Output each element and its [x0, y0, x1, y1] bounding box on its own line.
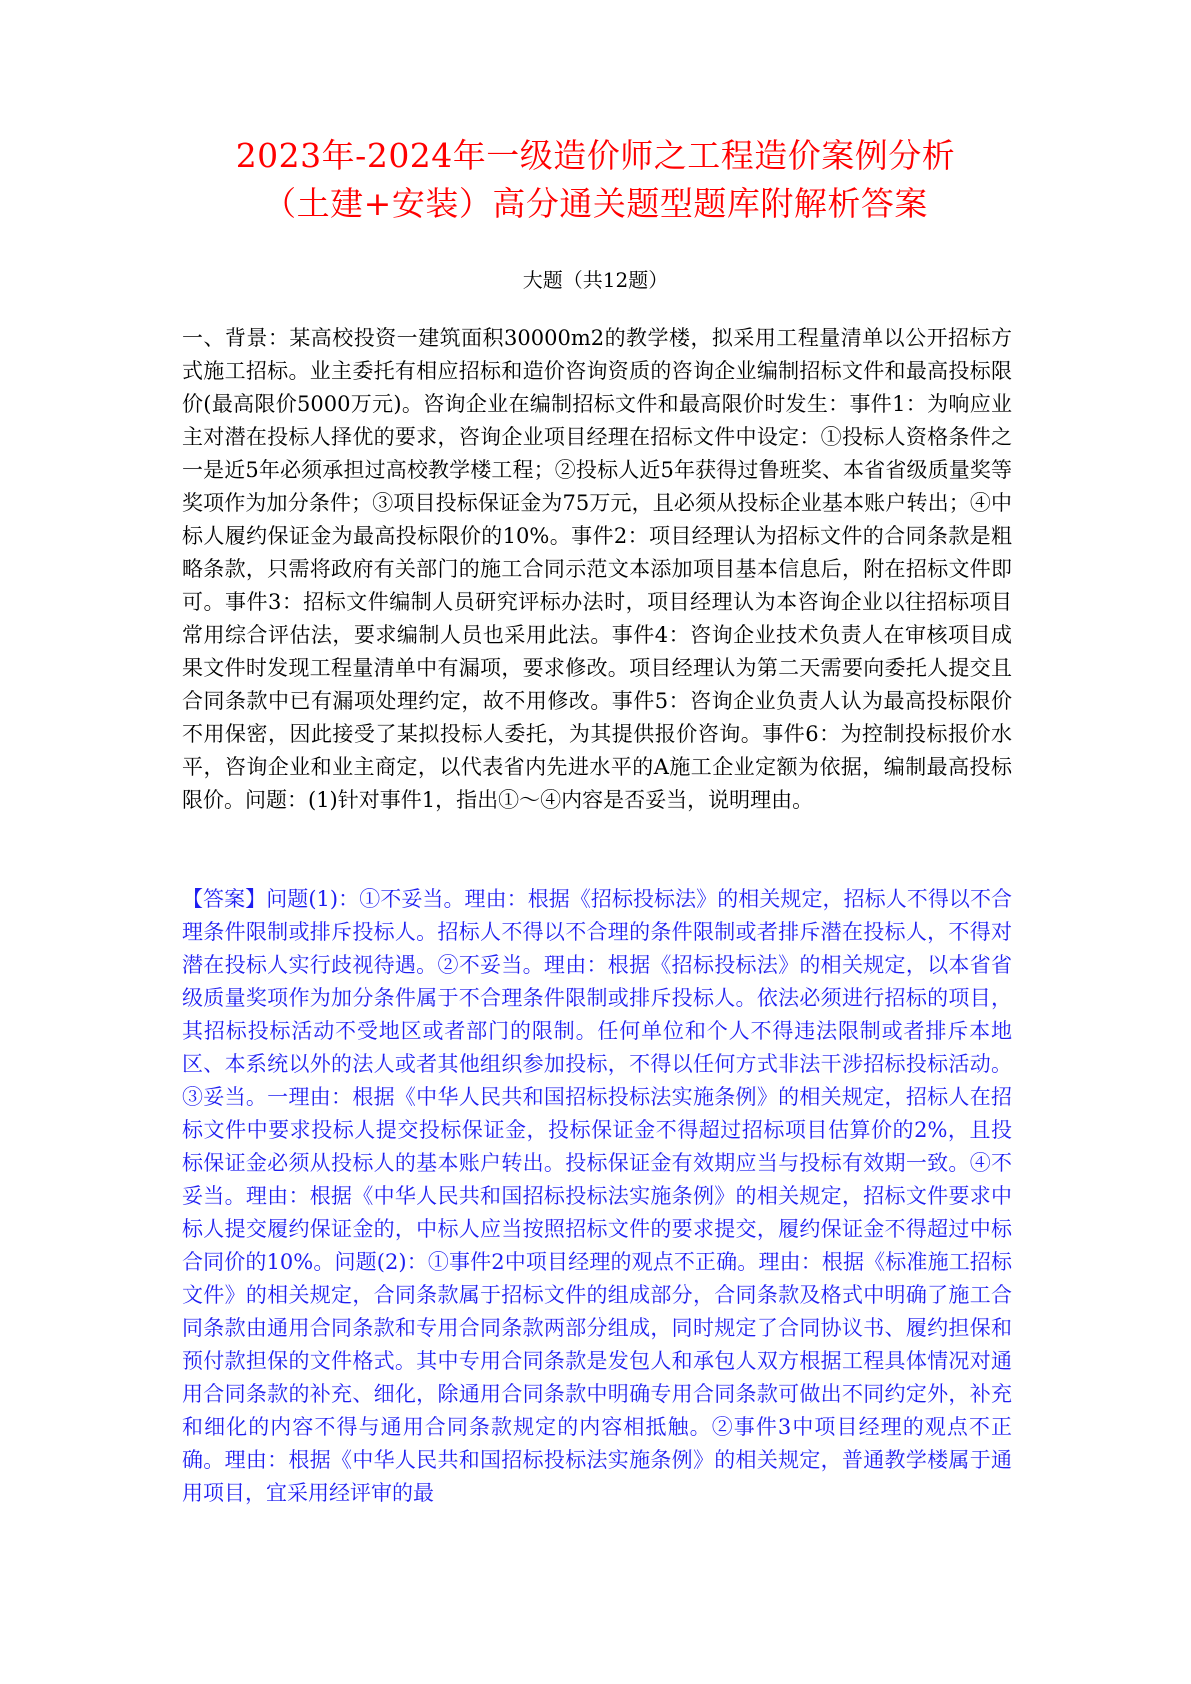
title-line-2: （土建+安装）高分通关题型题库附解析答案	[263, 184, 928, 223]
question-paragraph: 一、背景：某高校投资一建筑面积30000m2的教学楼，拟采用工程量清单以公开招标方式施工招标。业主委托有相应招标和造价咨询资质的咨询企业编制招标文件和最高投标限价(最高限价5000万元)。咨询企业在编制招标文件和最高限价时发生：事件1：为响应业主对潜在投标人择优的要求，咨询企业项目经理在招标文件中设定：①投标人资格条件之一是近5年必须承担过高校教学楼工程；②投标人近5年获得过鲁班奖、本省省级质量奖等奖项作为加分条件；③项目投标保证金为75万元，且必须从投标企业基本账户转出；④中标人履约保证金为最高投标限价的10%。事件2：项目经理认为招标文件的合同条款是粗略条款，只需将政府有关部门的施工合同示范文本添加项目基本信息后，附在招标文件即可。事件3：招标文件编制人员研究评标办法时，项目经理认为本咨询企业以往招标项目常用综合评估法，要求编制人员也采用此法。事件4：咨询企业技术负责人在审核项目成果文件时发现工程量清单中有漏项，要求修改。项目经理认为第二天需要向委托人提交且合同条款中已有漏项处理约定，故不用修改。事件5：咨询企业负责人认为最高投标限价不用保密，因此接受了某拟投标人委托，为其提供报价咨询。事件6：为控制投标报价水平，咨询企业和业主商定，以代表省内先进水平的A施工企业定额为依据，编制最高投标限价。问题：(1)针对事件1，指出①～④内容是否妥当，说明理由。	[182, 326, 1012, 812]
title-line-1: 2023年-2024年一级造价师之工程造价案例分析	[235, 136, 956, 175]
answer-tag: 【答案】	[182, 887, 267, 911]
answer-text: 问题(1)：①不妥当。理由：根据《招标投标法》的相关规定，招标人不得以不合理条件限制或排斥投标人。招标人不得以不合理的条件限制或者排斥潜在投标人，不得对潜在投标人实行歧视待遇。②不妥当。理由：根据《招标投标法》的相关规定，以本省省级质量奖项作为加分条件属于不合理条件限制或排斥投标人。依法必须进行招标的项目，其招标投标活动不受地区或者部门的限制。任何单位和个人不得违法限制或者排斥本地区、本系统以外的法人或者其他组织参加投标，不得以任何方式非法干涉招标投标活动。③妥当。一理由：根据《中华人民共和国招标投标法实施条例》的相关规定，招标人在招标文件中要求投标人提交投标保证金，投标保证金不得超过招标项目估算价的2%，且投标保证金必须从投标人的基本账户转出。投标保证金有效期应当与投标有效期一致。④不妥当。理由：根据《中华人民共和国招标投标法实施条例》的相关规定，招标文件要求中标人提交履约保证金的，中标人应当按照招标文件的要求提交，履约保证金不得超过中标合同价的10%。问题(2)：①事件2中项目经理的观点不正确。理由：根据《标准施工招标文件》的相关规定，合同条款属于招标文件的组成部分，合同条款及格式中明确了施工合同条款由通用合同条款和专用合同条款两部分组成，同时规定了合同协议书、履约担保和预付款担保的文件格式。其中专用合同条款是发包人和承包人双方根据工程具体情况对通用合同条款的补充、细化，除通用合同条款中明确专用合同条款可做出不同约定外，补充和细化的内容不得与通用合同条款规定的内容相抵触。②事件3中项目经理的观点不正确。理由：根据《中华人民共和国招标投标法实施条例》的相关规定，普通教学楼属于通用项目，宜采用经评审的最	[182, 887, 1013, 1505]
answer-paragraph	[182, 883, 1012, 1510]
document-title	[150, 132, 1041, 228]
section-heading: 大题（共12题）	[522, 268, 669, 292]
